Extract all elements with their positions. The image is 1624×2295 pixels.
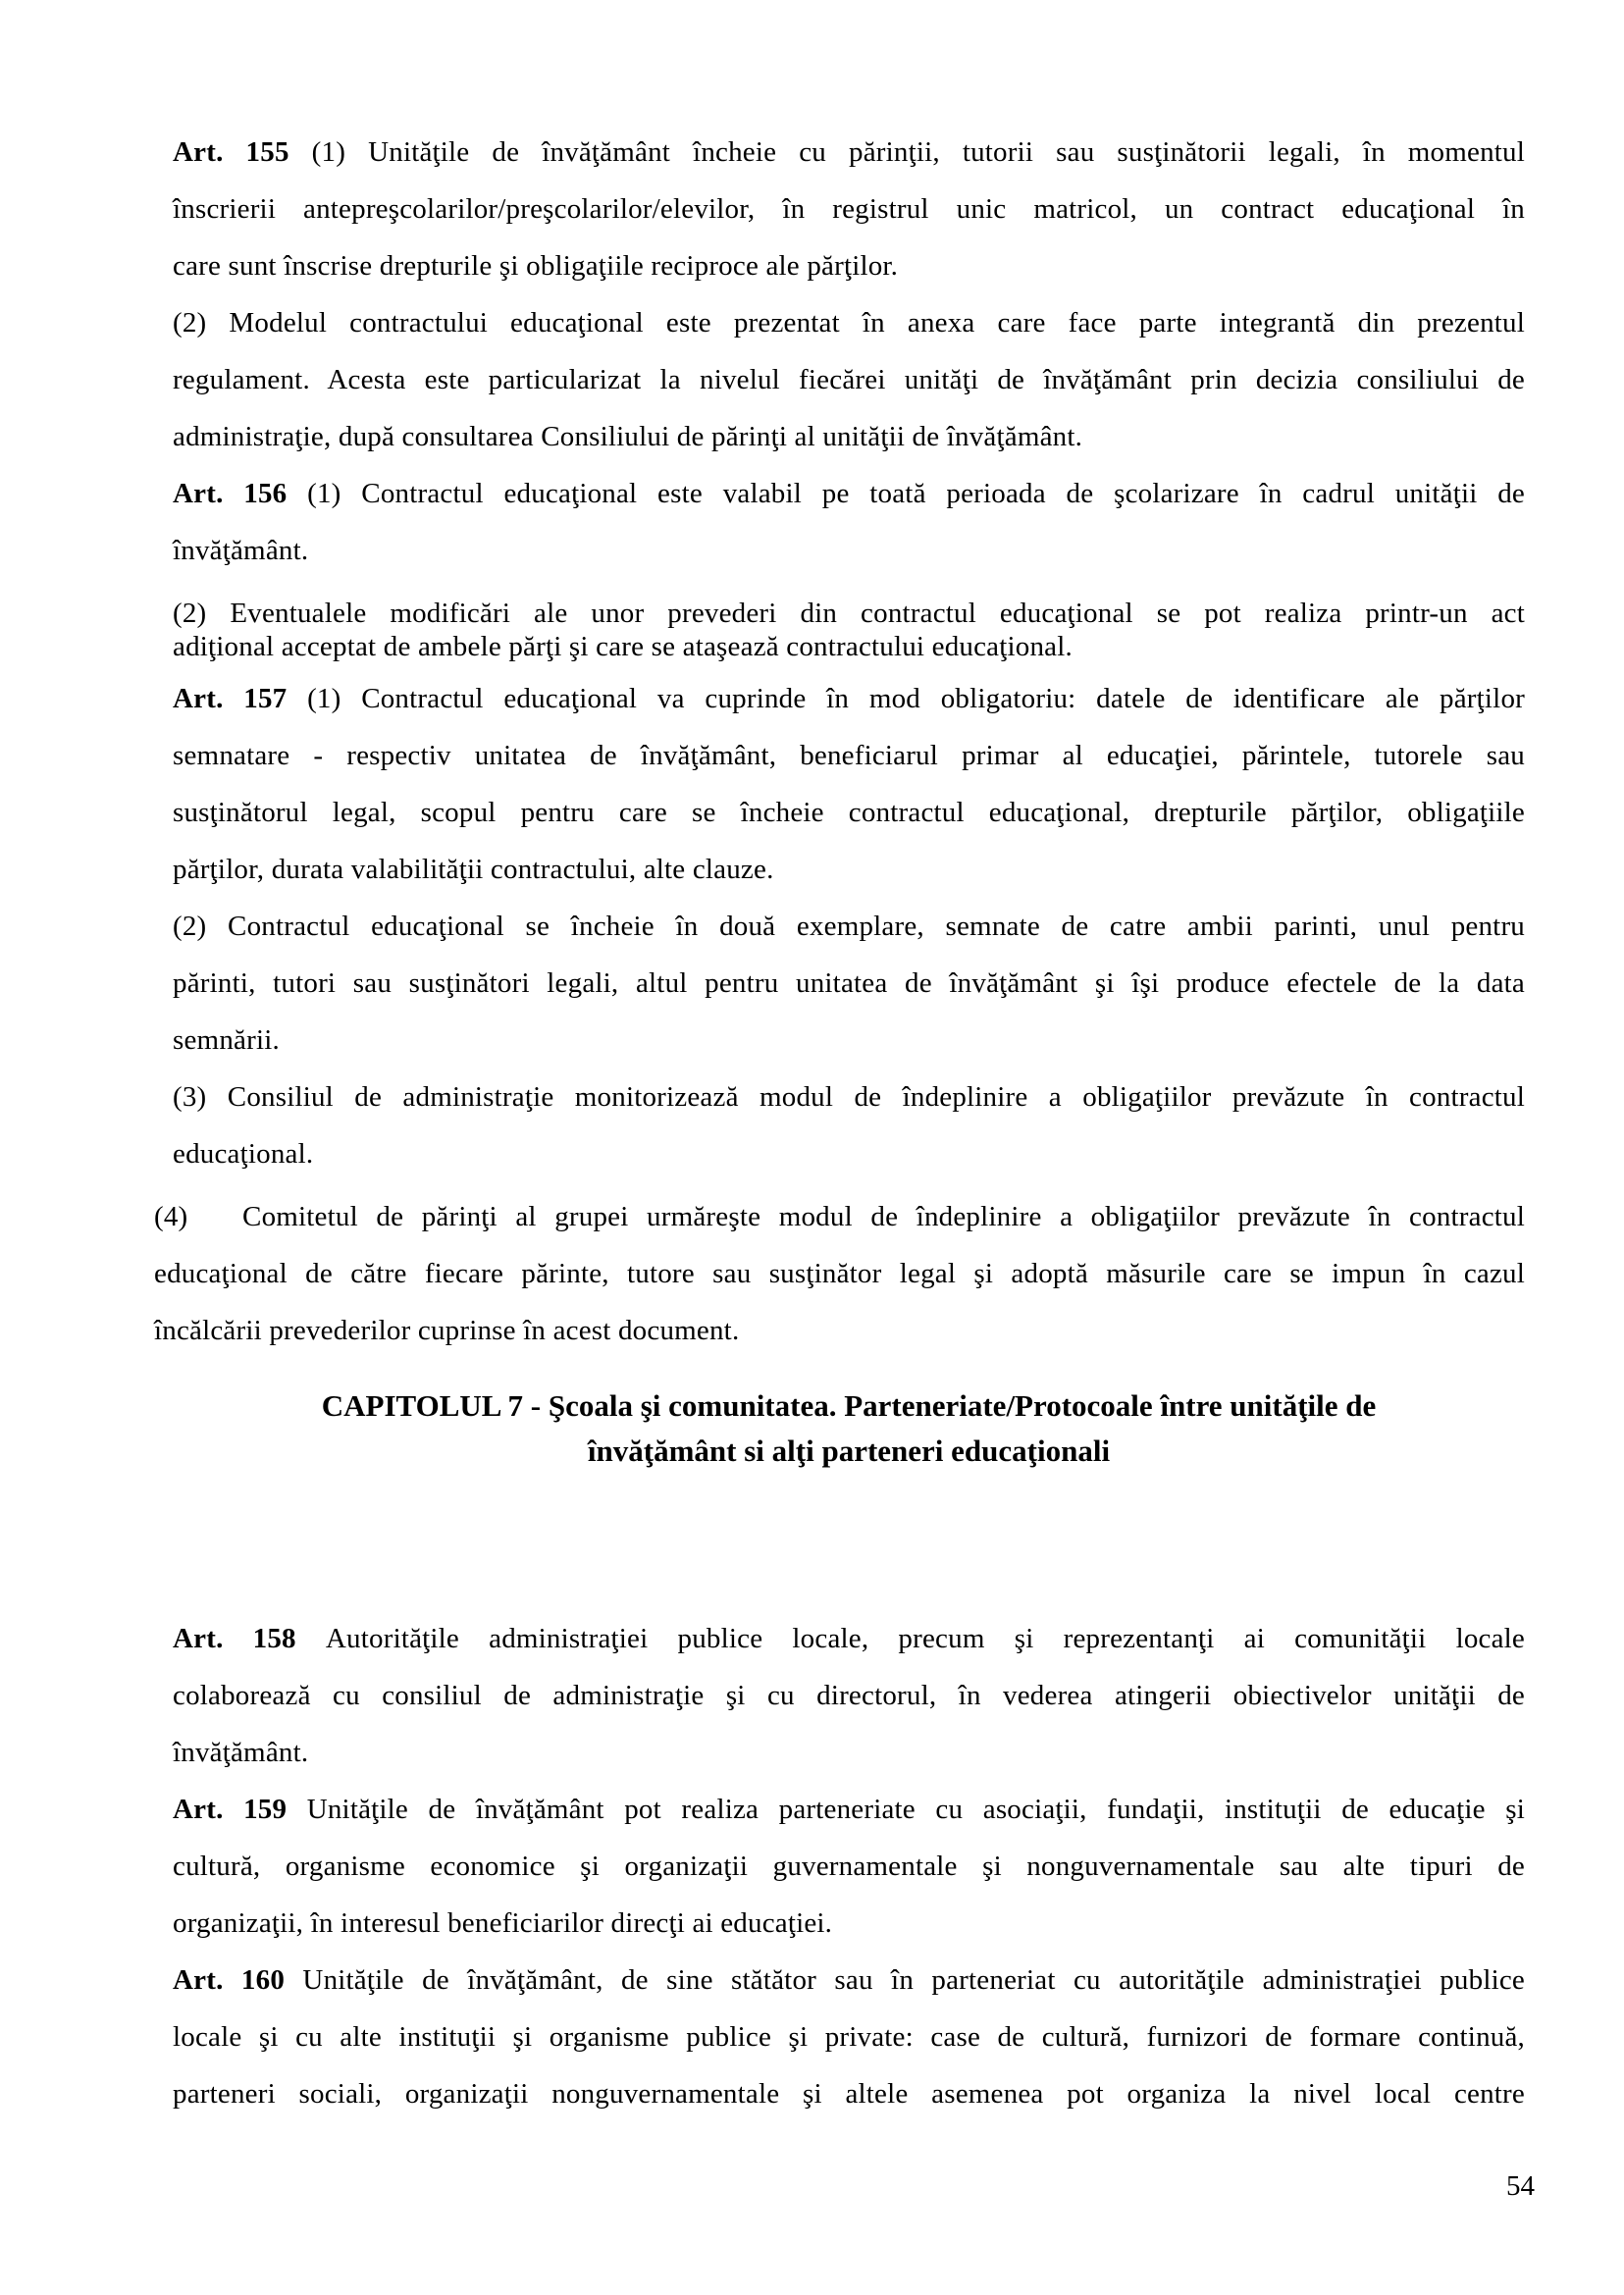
text-line bbox=[173, 1069, 1525, 1125]
text-run: locale şi cu alte instituţii şi organisme publice şi private: case de cultură, furnizori de formare continuă, bbox=[173, 2021, 1525, 2053]
text-line bbox=[173, 1781, 1525, 1838]
text-run: regulament. Acesta este particularizat la nivelul fiecărei unităţi de învăţământ prin decizia consiliului de bbox=[173, 364, 1525, 395]
para-art-160 bbox=[173, 1952, 1525, 2122]
text-run: părinti, tutori sau susţinători legali, altul pentru unitatea de învăţământ şi îşi produce efectele de la data bbox=[173, 967, 1525, 999]
text-line bbox=[173, 294, 1525, 351]
text-run: parteneri sociali, organizaţii nonguvernamentale şi altele asemenea pot organiza la nivel local centre bbox=[173, 2078, 1525, 2110]
text-run: învăţământ si alţi parteneri educaţionali bbox=[587, 1434, 1111, 1468]
text-run: organizaţii, în interesul beneficiarilor direcţi ai educaţiei. bbox=[173, 1907, 833, 1939]
para-contractul-2 bbox=[173, 898, 1525, 1069]
text-line bbox=[173, 1838, 1525, 1895]
document-content bbox=[154, 124, 1525, 2122]
para-art-159 bbox=[173, 1781, 1525, 1952]
article-number: Art. 160 bbox=[173, 1964, 303, 1996]
text-run: semnării. bbox=[173, 1024, 280, 1056]
text-line bbox=[154, 1302, 1525, 1359]
text-line bbox=[173, 1429, 1525, 1474]
chapter-heading bbox=[173, 1383, 1525, 1474]
text-run: susţinătorul legal, scopul pentru care se încheie contractul educaţional, drepturile părţilor, obligaţiile bbox=[173, 797, 1525, 828]
article-number: Art. 159 bbox=[173, 1794, 307, 1825]
text-line bbox=[173, 181, 1525, 237]
page-number: 54 bbox=[1506, 2170, 1535, 2202]
article-number: Art. 156 bbox=[173, 478, 308, 509]
para-art-157 bbox=[173, 670, 1525, 898]
text-run: învăţământ. bbox=[173, 535, 309, 566]
text-line bbox=[173, 597, 1525, 630]
text-line bbox=[173, 522, 1525, 579]
text-line bbox=[173, 1724, 1525, 1781]
text-run: semnatare - respectiv unitatea de învăţământ, beneficiarul primar al educaţiei, părintele, tutorele sau bbox=[173, 740, 1525, 771]
text-line bbox=[173, 630, 1525, 663]
text-line bbox=[173, 1125, 1525, 1182]
text-line bbox=[173, 1667, 1525, 1724]
text-run: (4) Comitetul de părinţi al grupei urmăreşte modul de îndeplinire a obligaţiilor prevăzute în contractul bbox=[154, 1201, 1525, 1232]
text-run: (2) Modelul contractului educaţional este prezentat în anexa care face parte integrantă din prezentul bbox=[173, 307, 1525, 339]
text-run: care sunt înscrise drepturile şi obligaţiile reciproce ale părţilor. bbox=[173, 250, 899, 282]
text-line bbox=[173, 2065, 1525, 2122]
text-line bbox=[173, 784, 1525, 841]
text-run: Autorităţile administraţiei publice locale, precum şi reprezentanţi ai comunităţii locale bbox=[325, 1623, 1525, 1654]
text-run: înscrierii antepreşcolarilor/preşcolarilor/elevilor, în registrul unic matricol, un contract educaţional în bbox=[173, 193, 1525, 225]
text-line bbox=[173, 1952, 1525, 2008]
text-run: (1) Contractul educaţional este valabil pe toată perioada de şcolarizare în cadrul unităţii de bbox=[307, 478, 1525, 509]
text-run: învăţământ. bbox=[173, 1737, 309, 1768]
text-run: (2) Contractul educaţional se încheie în două exemplare, semnate de catre ambii parinti, unul pentru bbox=[173, 911, 1525, 942]
text-run: (1) Contractul educaţional va cuprinde în mod obligatoriu: datele de identificare ale părţilor bbox=[307, 683, 1525, 714]
text-line bbox=[173, 2008, 1525, 2065]
text-line bbox=[173, 351, 1525, 408]
text-run: (3) Consiliul de administraţie monitorizează modul de îndeplinire a obligaţiilor prevăzute în contractul bbox=[173, 1081, 1525, 1113]
text-run: colaborează cu consiliul de administraţie şi cu directorul, în vederea atingerii obiectivelor unităţii de bbox=[173, 1680, 1525, 1711]
text-run: încălcării prevederilor cuprinse în acest document. bbox=[154, 1315, 740, 1346]
text-line bbox=[173, 898, 1525, 955]
text-line bbox=[173, 237, 1525, 294]
text-line bbox=[173, 1383, 1525, 1429]
text-line bbox=[173, 727, 1525, 784]
text-run: adiţional acceptat de ambele părţi şi care se ataşează contractului educaţional. bbox=[173, 631, 1073, 662]
text-run: educaţional. bbox=[173, 1138, 314, 1170]
text-line bbox=[173, 670, 1525, 727]
para-comitetul-4 bbox=[154, 1188, 1525, 1359]
text-run: (1) Unităţile de învăţământ încheie cu părinţii, tutorii sau susţinătorii legali, în momentul bbox=[311, 136, 1525, 168]
para-eventualele bbox=[173, 597, 1525, 663]
article-number: Art. 157 bbox=[173, 683, 308, 714]
text-run: cultură, organisme economice şi organizaţii guvernamentale şi nonguvernamentale sau alte tipuri de bbox=[173, 1851, 1525, 1882]
text-line bbox=[173, 1012, 1525, 1069]
text-line bbox=[173, 1895, 1525, 1952]
text-run: educaţional de către fiecare părinte, tutore sau susţinător legal şi adoptă măsurile care se impun în cazul bbox=[154, 1258, 1525, 1289]
article-number: Art. 155 bbox=[173, 136, 312, 168]
text-line bbox=[173, 124, 1525, 181]
text-run: (2) Eventualele modificări ale unor prevederi din contractul educaţional se pot realiza printr-un act bbox=[173, 598, 1525, 629]
text-line bbox=[154, 1188, 1525, 1245]
text-line bbox=[173, 465, 1525, 522]
text-line bbox=[173, 408, 1525, 465]
text-run: administraţie, după consultarea Consiliului de părinţi al unităţii de învăţământ. bbox=[173, 421, 1083, 452]
para-art-156 bbox=[173, 465, 1525, 579]
text-line bbox=[154, 1245, 1525, 1302]
para-consiliul-3 bbox=[173, 1069, 1525, 1182]
text-run: CAPITOLUL 7 - Şcoala şi comunitatea. Parteneriate/Protocoale între unităţile de bbox=[321, 1388, 1377, 1423]
text-run: Unităţile de învăţământ pot realiza parteneriate cu asociaţii, fundaţii, instituţii de educaţie şi bbox=[306, 1794, 1525, 1825]
para-art-155 bbox=[173, 124, 1525, 294]
article-number: Art. 158 bbox=[173, 1623, 326, 1654]
text-line bbox=[173, 955, 1525, 1012]
text-run: părţilor, durata valabilităţii contractului, alte clauze. bbox=[173, 854, 774, 885]
para-art-158 bbox=[173, 1610, 1525, 1781]
text-line bbox=[173, 841, 1525, 898]
text-run: Unităţile de învăţământ, de sine stătător sau în parteneriat cu autorităţile administraţiei publice bbox=[302, 1964, 1525, 1996]
para-modelul-2 bbox=[173, 294, 1525, 465]
text-line bbox=[173, 1610, 1525, 1667]
